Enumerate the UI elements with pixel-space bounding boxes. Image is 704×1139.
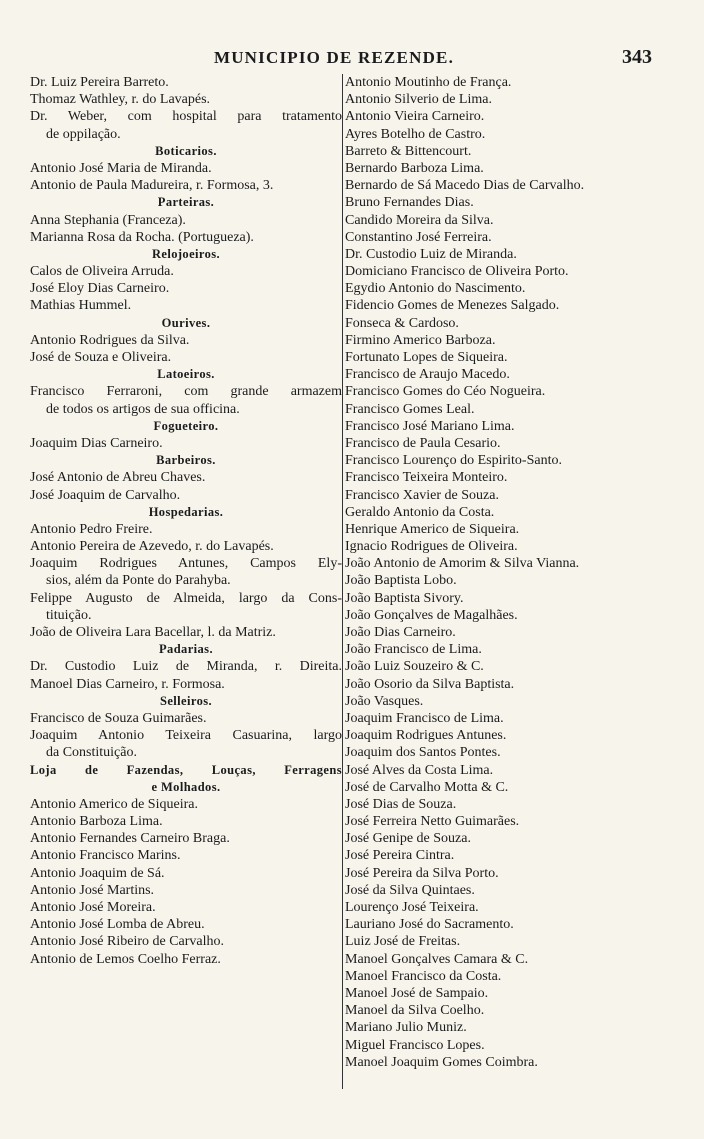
directory-entry: Antonio Pedro Freire. <box>30 521 153 537</box>
directory-entry: João Francisco de Lima. <box>345 642 482 658</box>
section-heading: Parteiras. <box>157 195 215 210</box>
column-divider <box>342 74 343 1089</box>
right-column <box>345 74 665 1071</box>
running-title: MUNICIPIO DE REZENDE. <box>213 48 455 67</box>
directory-entry: Francisco Gomes do Céo Nogueira. <box>345 384 546 400</box>
directory-entry: Antonio Francisco Marins. <box>30 848 181 864</box>
directory-entry: Francisco Gomes Leal. <box>345 401 475 417</box>
section-heading: Padarias. <box>159 642 213 657</box>
page-number: 343 <box>622 46 652 68</box>
directory-entry: José Ferreira Netto Guimarães. <box>345 814 520 830</box>
entry-continuation: de todos os artigos de sua officina. <box>46 401 240 417</box>
directory-entry: João Baptista Sivory. <box>345 590 464 606</box>
directory-entry: Marianna Rosa da Rocha. (Portugueza). <box>30 229 254 245</box>
directory-entry: José Joaquim de Carvalho. <box>30 487 181 503</box>
directory-entry: Joaquim dos Santos Pontes. <box>345 745 501 761</box>
directory-entry: José Antonio de Abreu Chaves. <box>30 470 206 486</box>
directory-entry: Antonio Silverio de Lima. <box>345 92 492 108</box>
directory-entry: Joaquim Francisco de Lima. <box>345 710 504 726</box>
directory-entry: João Dias Carneiro. <box>345 625 456 640</box>
directory-entry: Antonio Rodrigues da Silva. <box>30 332 190 348</box>
directory-entry: Francisco Ferraroni, com grande armazem <box>30 384 342 400</box>
directory-entry: Manoel Joaquim Gomes Coimbra. <box>345 1054 538 1070</box>
directory-entry: João Osorio da Silva Baptista. <box>345 676 515 692</box>
directory-entry: Bruno Fernandes Dias. <box>345 195 474 211</box>
directory-entry: Dr. Custodio Luiz de Miranda, r. Direita. <box>30 659 342 675</box>
directory-entry: Luiz José de Freitas. <box>345 934 461 950</box>
directory-entry: José da Silva Quintaes. <box>345 882 475 898</box>
directory-entry: Lauriano José do Sacramento. <box>345 917 514 933</box>
directory-entry: Manoel José de Sampaio. <box>345 985 489 1001</box>
section-heading: Barbeiros. <box>156 453 216 468</box>
directory-entry: Francisco Teixeira Monteiro. <box>345 470 508 486</box>
directory-entry: Antonio José Moreira. <box>30 900 156 915</box>
directory-entry: Antonio de Paula Madureira, r. Formosa, 3. <box>30 178 274 194</box>
directory-entry: Joaquim Rodrigues Antunes. <box>345 728 507 744</box>
directory-entry: Geraldo Antonio da Costa. <box>345 504 495 520</box>
directory-entry: Bernardo Barboza Lima. <box>345 160 484 176</box>
directory-entry: José de Souza e Oliveira. <box>30 350 172 365</box>
section-heading: Latoeiros. <box>157 367 215 382</box>
directory-entry: Francisco Lourenço do Espirito-Santo. <box>345 453 562 469</box>
directory-entry: Antonio de Lemos Coelho Ferraz. <box>30 951 221 967</box>
directory-entry: Lourenço José Teixeira. <box>345 900 479 915</box>
entry-continuation: de oppilação. <box>46 126 121 142</box>
directory-entry: Manoel Dias Carneiro, r. Formosa. <box>30 676 225 692</box>
directory-entry: José de Carvalho Motta & C. <box>345 779 509 795</box>
entry-continuation: da Constituição. <box>46 745 137 761</box>
page-header <box>0 48 704 74</box>
directory-entry: Constantino José Ferreira. <box>345 229 492 245</box>
directory-entry: José Dias de Souza. <box>345 796 457 812</box>
directory-entry: Manoel da Silva Coelho. <box>345 1003 485 1019</box>
directory-entry: Manoel Gonçalves Camara & C. <box>345 951 529 967</box>
directory-entry: Fortunato Lopes de Siqueira. <box>345 350 508 365</box>
directory-entry: Ayres Botelho de Castro. <box>345 126 486 142</box>
directory-entry: Joaquim Rodrigues Antunes, Campos Ely- <box>30 556 342 572</box>
directory-entry: Calos de Oliveira Arruda. <box>30 264 174 280</box>
directory-entry: Joaquim Dias Carneiro. <box>30 435 163 451</box>
section-heading: Ourives. <box>161 315 211 330</box>
directory-entry: Manoel Francisco da Costa. <box>345 968 502 984</box>
directory-entry: Thomaz Wathley, r. do Lavapés. <box>30 92 211 108</box>
directory-entry: Antonio Pereira de Azevedo, r. do Lavapés. <box>30 539 274 555</box>
directory-entry: Felippe Augusto de Almeida, largo da Cons- <box>30 590 342 606</box>
section-heading: Fogueteiro. <box>153 418 219 433</box>
directory-entry: Antonio José Lomba de Abreu. <box>30 917 205 933</box>
directory-entry: Francisco de Souza Guimarães. <box>30 710 207 726</box>
directory-entry: Antonio José Martins. <box>30 882 155 898</box>
directory-entry: Ignacio Rodrigues de Oliveira. <box>345 539 518 555</box>
directory-entry: João Baptista Lobo. <box>345 573 457 589</box>
directory-entry: Dr. Weber, com hospital para tratamento <box>30 109 342 125</box>
directory-entry: José Alves da Costa Lima. <box>345 762 494 778</box>
directory-entry: Antonio Moutinho de França. <box>345 75 512 90</box>
directory-entry: José Eloy Dias Carneiro. <box>30 281 170 297</box>
section-heading: Boticarios. <box>155 143 217 158</box>
directory-entry: João Gonçalves de Magalhães. <box>345 607 518 623</box>
section-heading: Hospedarias. <box>148 504 224 519</box>
directory-entry: Dr. Custodio Luiz de Miranda. <box>345 246 517 262</box>
directory-entry: Henrique Americo de Siqueira. <box>345 521 520 537</box>
directory-entry: José Pereira Cintra. <box>345 848 455 864</box>
directory-entry: Miguel Francisco Lopes. <box>345 1037 485 1053</box>
directory-entry: Joaquim Antonio Teixeira Casuarina, largo <box>30 728 342 744</box>
directory-entry: Egydio Antonio do Nascimento. <box>345 281 526 297</box>
section-heading: Selleiros. <box>159 693 213 708</box>
directory-entry: João Luiz Souzeiro & C. <box>345 659 484 675</box>
directory-entry: Bernardo de Sá Macedo Dias de Carvalho. <box>345 178 585 194</box>
directory-entry: João Vasques. <box>345 693 424 709</box>
directory-entry: Antonio Vieira Carneiro. <box>345 109 485 125</box>
directory-entry: Antonio Barboza Lima. <box>30 814 163 830</box>
directory-entry: Fonseca & Cardoso. <box>345 315 459 331</box>
directory-entry: Firmino Americo Barboza. <box>345 332 496 348</box>
directory-entry: Francisco José Mariano Lima. <box>345 418 515 434</box>
directory-entry: Domiciano Francisco de Oliveira Porto. <box>345 264 569 280</box>
directory-entry: Francisco Xavier de Souza. <box>345 487 499 503</box>
section-heading: Relojoeiros. <box>151 246 221 261</box>
directory-entry: Fidencio Gomes de Menezes Salgado. <box>345 298 560 314</box>
directory-entry: Antonio Americo de Siqueira. <box>30 796 198 812</box>
directory-entry: João de Oliveira Lara Bacellar, l. da Matriz. <box>30 625 276 640</box>
directory-entry: Antonio José Maria de Miranda. <box>30 160 212 176</box>
section-heading: Loja de Fazendas, Louças, Ferragens <box>30 762 342 777</box>
directory-entry: Mathias Hummel. <box>30 298 132 314</box>
directory-entry: Mariano Julio Muniz. <box>345 1020 467 1036</box>
directory-entry: Barreto & Bittencourt. <box>345 143 472 159</box>
directory-entry: Anna Stephania (Franceza). <box>30 212 186 228</box>
directory-entry: Francisco de Paula Cesario. <box>345 435 501 451</box>
directory-entry: João Antonio de Amorim & Silva Vianna. <box>345 556 580 572</box>
left-column <box>30 74 342 968</box>
entry-continuation: sios, além da Ponte do Parahyba. <box>46 573 231 589</box>
directory-entry: Francisco de Araujo Macedo. <box>345 367 510 383</box>
directory-entry: Antonio José Ribeiro de Carvalho. <box>30 934 225 950</box>
directory-entry: Candido Moreira da Silva. <box>345 212 494 228</box>
directory-entry: José Genipe de Souza. <box>345 831 471 847</box>
section-heading: e Molhados. <box>151 779 221 794</box>
directory-entry: José Pereira da Silva Porto. <box>345 865 499 881</box>
entry-continuation: tituição. <box>46 607 92 623</box>
directory-entry: Antonio Joaquim de Sá. <box>30 865 165 881</box>
directory-entry: Antonio Fernandes Carneiro Braga. <box>30 831 230 847</box>
directory-entry: Dr. Luiz Pereira Barreto. <box>30 75 169 90</box>
